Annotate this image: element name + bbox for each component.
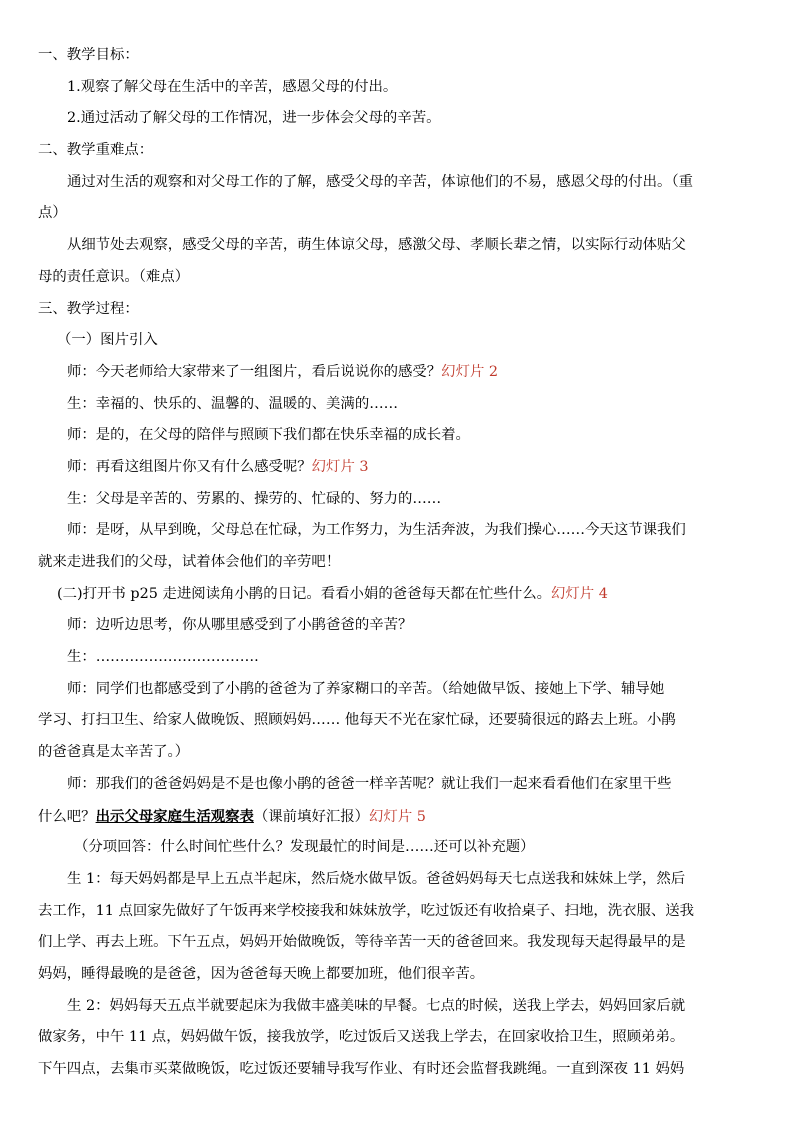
section-picture-intro: （一）图片引入	[57, 332, 158, 349]
dialogue-line: 师：今天老师给大家带来了一组图片，看后说说你的感受？幻灯片 2	[67, 363, 499, 380]
student-answer-2-cont: 做家务，中午 11 点，妈妈做午饭，接我放学，吃过饭后又送我上学去，在回家收拾卫生，照顾弟弟。	[38, 1029, 685, 1046]
student-answer-1-cont: 妈妈，睡得最晚的是爸爸，因为爸爸每天晚上都要加班，他们很辛苦。	[38, 965, 485, 982]
student-answer-1-cont: 们上学、再去上班。下午五点，妈妈开始做晚饭，等待辛苦一天的爸爸回来。我发现每天起得最早的是	[38, 934, 686, 951]
dialogue-line: 生：幸福的、快乐的、温馨的、温暖的、美满的……	[67, 395, 398, 412]
difficult-point-text: 从细节处去观察，感受父母的辛苦，萌生体谅父母，感激父母、孝顺长辈之情，以实际行动体贴父	[67, 237, 686, 254]
key-point-text: 通过对生活的观察和对父母工作的了解，感受父母的辛苦，体谅他们的不易，感恩父母的付出。（重	[67, 173, 693, 190]
dialogue-line: 生：…………………………….	[67, 649, 259, 666]
dialogue-line-cont: 学习、打扫卫生、给家人做晚饭、照顾妈妈…… 他每天不光在家忙碌，还要骑很远的路去上班。小鹃	[38, 712, 676, 729]
dialogue-line: 师：是的，在父母的陪伴与照顾下我们都在快乐幸福的成长着。	[67, 427, 470, 444]
dialogue-line: 师：那我们的爸爸妈妈是不是也像小鹃的爸爸一样辛苦呢？就让我们一起来看看他们在家里干些	[67, 775, 672, 792]
dialogue-line-cont: 什么吧？出示父母家庭生活观察表（课前填好汇报）幻灯片 5	[38, 807, 426, 825]
student-answer-1: 生 1：每天妈妈都是早上五点半起床，然后烧水做早饭。爸爸妈妈每天七点送我和妹妹上学，然后	[67, 870, 686, 887]
dialogue-line: 师：边听边思考，你从哪里感受到了小鹃爸爸的辛苦？	[67, 617, 413, 634]
heading-teaching-process: 三、教学过程：	[38, 300, 139, 317]
student-answer-2: 生 2：妈妈每天五点半就要起床为我做丰盛美味的早餐。七点的时候，送我上学去，妈妈回家后就	[67, 997, 686, 1014]
dialogue-line: 师：再看这组图片你又有什么感受呢？幻灯片 3	[67, 458, 369, 475]
document-body	[38, 40, 760, 1086]
observation-table-title: 出示父母家庭生活观察表	[95, 807, 254, 825]
heading-teaching-goals: 一、教学目标：	[38, 47, 139, 63]
dialogue-line-cont: 就来走进我们的父母，试着体会他们的辛劳吧！	[38, 554, 341, 570]
difficult-point-text-cont: 母的责任意识。（难点）	[38, 268, 190, 285]
heading-key-points: 二、教学重难点：	[38, 142, 154, 159]
dialogue-line: 师：是呀，从早到晚，父母总在忙碌，为工作努力，为生活奔波，为我们操心……今天这节课我们	[67, 522, 686, 539]
slide-reference: 幻灯片 2	[441, 363, 499, 380]
slide-reference: 幻灯片 3	[311, 458, 369, 475]
goal-item-2: 2.通过活动了解父母的工作情况，进一步体会父母的辛苦。	[67, 110, 441, 127]
goal-item-1: 1.观察了解父母在生活中的辛苦，感恩父母的付出。	[67, 78, 398, 95]
key-point-text-cont: 点）	[38, 205, 67, 222]
slide-reference: 幻灯片 5	[369, 808, 426, 825]
dialogue-line: 生：父母是辛苦的、劳累的、操劳的、忙碌的、努力的……	[67, 490, 442, 507]
answer-instruction: （分项回答：什么时间忙些什么？发现最忙的时间是……还可以补充题）	[74, 839, 535, 856]
student-answer-1-cont: 去工作，11 点回家先做好了午饭再来学校接我和妹妹放学，吃过饭还有收拾桌子、扫地，洗衣服、送我	[38, 902, 695, 919]
section-open-book: (二)打开书 p25 走进阅读角小鹃的日记。看看小娟的爸爸每天都在忙些什么。幻灯片 4	[57, 585, 608, 602]
dialogue-line-cont: 的爸爸真是太辛苦了。）	[38, 744, 190, 761]
student-answer-2-cont: 下午四点，去集市买菜做晚饭，吃过饭还要辅导我写作业、有时还会监督我跳绳。一直到深夜 11 妈妈	[38, 1061, 685, 1077]
slide-reference: 幻灯片 4	[551, 585, 608, 602]
dialogue-line: 师：同学们也都感受到了小鹃的爸爸为了养家糊口的辛苦。（给她做早饭、接她上下学、辅导她	[67, 680, 665, 697]
